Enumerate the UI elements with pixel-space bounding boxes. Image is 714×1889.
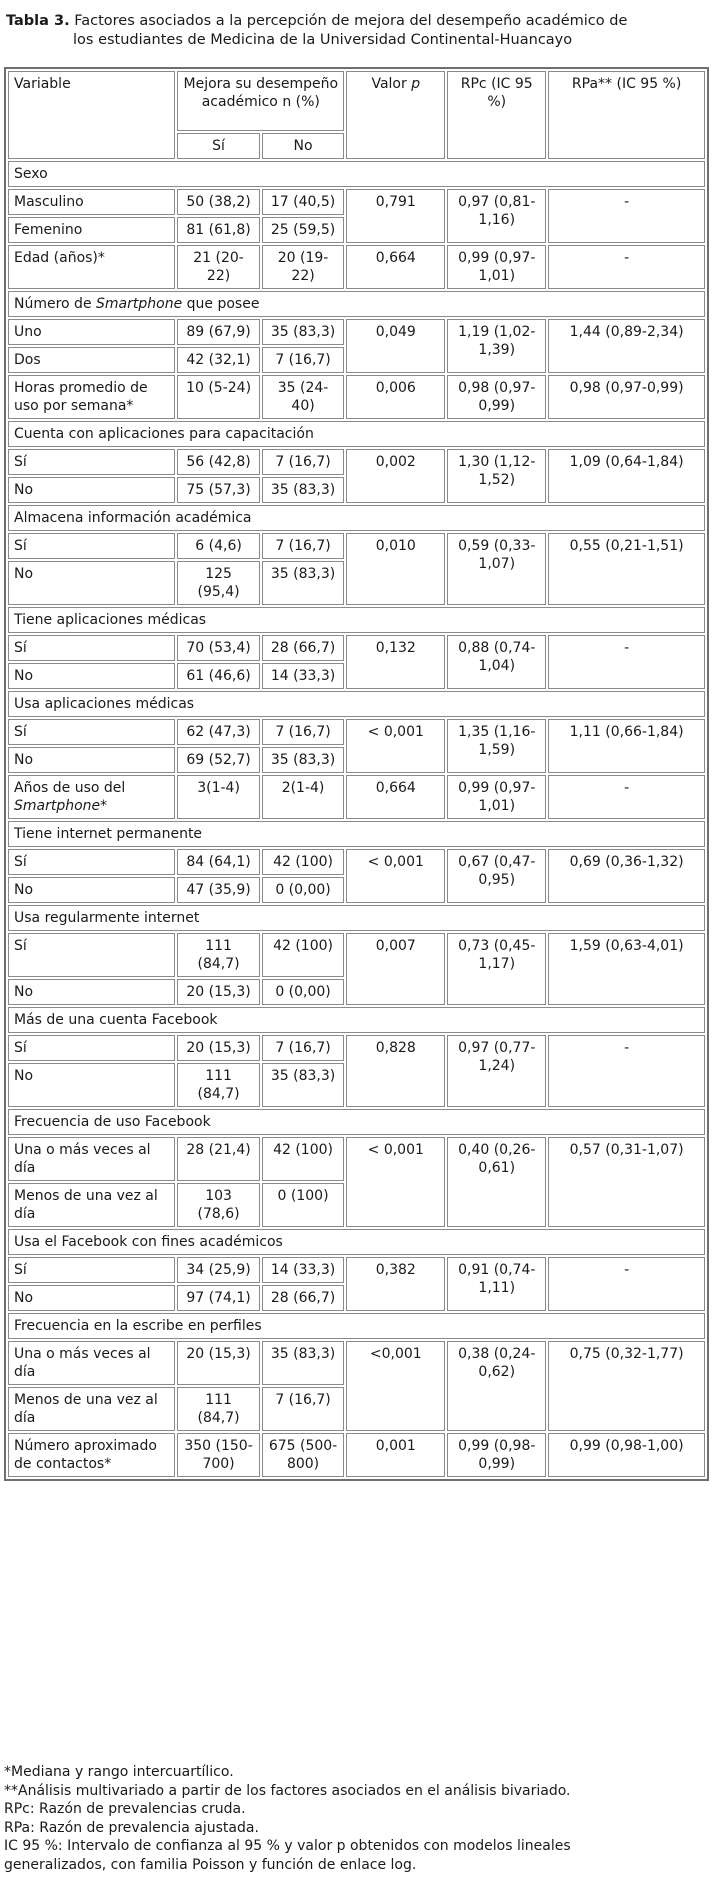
cell-rpa: - bbox=[548, 635, 705, 689]
cell-no: 35 (83,3) bbox=[262, 747, 345, 773]
cell-valor-p: 0,049 bbox=[346, 319, 445, 373]
caption-text-line2: los estudiantes de Medicina de la Universidad Continental-Huancayo bbox=[73, 32, 573, 48]
table-row bbox=[8, 933, 705, 977]
cell-si: 50 (38,2) bbox=[177, 189, 259, 215]
cell-rpc: 0,99 (0,98-0,99) bbox=[447, 1433, 546, 1477]
section-label: Número de Smartphone que posee bbox=[8, 291, 705, 317]
cell-si: 3(1-4) bbox=[177, 775, 259, 819]
cell-rpc: 0,97 (0,77-1,24) bbox=[447, 1035, 546, 1107]
cell-si: 34 (25,9) bbox=[177, 1257, 259, 1283]
section-label: Frecuencia en la escribe en perfiles bbox=[8, 1313, 705, 1339]
row-label: No bbox=[8, 477, 175, 503]
row-label: No bbox=[8, 1063, 175, 1107]
table-row bbox=[8, 1035, 705, 1061]
cell-no: 35 (24-40) bbox=[262, 375, 345, 419]
cell-rpc: 0,40 (0,26-0,61) bbox=[447, 1137, 546, 1227]
cell-no: 2(1-4) bbox=[262, 775, 345, 819]
cell-no: 14 (33,3) bbox=[262, 1257, 345, 1283]
results-table bbox=[4, 67, 709, 1481]
cell-rpc: 0,73 (0,45-1,17) bbox=[447, 933, 546, 1005]
footnote-3: RPc: Razón de prevalencias cruda. bbox=[4, 1801, 246, 1817]
cell-rpa: 0,75 (0,32-1,77) bbox=[548, 1341, 705, 1431]
cell-no: 14 (33,3) bbox=[262, 663, 345, 689]
cell-valor-p: 0,791 bbox=[346, 189, 445, 243]
cell-si: 61 (46,6) bbox=[177, 663, 259, 689]
section-row bbox=[8, 421, 705, 447]
table-header-row bbox=[8, 71, 705, 131]
table-row bbox=[8, 635, 705, 661]
cell-no: 35 (83,3) bbox=[262, 319, 345, 345]
cell-rpa: 0,99 (0,98-1,00) bbox=[548, 1433, 705, 1477]
cell-valor-p: 0,010 bbox=[346, 533, 445, 605]
section-row bbox=[8, 291, 705, 317]
table-row bbox=[8, 1433, 705, 1477]
cell-si: 111 (84,7) bbox=[177, 1063, 259, 1107]
section-row bbox=[8, 691, 705, 717]
cell-valor-p: < 0,001 bbox=[346, 849, 445, 903]
cell-no: 42 (100) bbox=[262, 849, 345, 875]
table-row bbox=[8, 245, 705, 289]
table-row bbox=[8, 449, 705, 475]
caption-label: Tabla 3. bbox=[6, 13, 70, 29]
row-label: Sí bbox=[8, 449, 175, 475]
header-mejora: Mejora su desempeño académico n (%) bbox=[177, 71, 344, 131]
cell-si: 75 (57,3) bbox=[177, 477, 259, 503]
table-row bbox=[8, 849, 705, 875]
row-label: Uno bbox=[8, 319, 175, 345]
cell-si: 20 (15,3) bbox=[177, 1035, 259, 1061]
row-label: Sí bbox=[8, 1257, 175, 1283]
cell-rpa: - bbox=[548, 1257, 705, 1311]
cell-si: 97 (74,1) bbox=[177, 1285, 259, 1311]
cell-si: 81 (61,8) bbox=[177, 217, 259, 243]
section-row bbox=[8, 1313, 705, 1339]
row-label: Masculino bbox=[8, 189, 175, 215]
cell-no: 0 (0,00) bbox=[262, 877, 345, 903]
cell-no: 7 (16,7) bbox=[262, 719, 345, 745]
cell-rpc: 0,59 (0,33-1,07) bbox=[447, 533, 546, 605]
cell-rpc: 1,30 (1,12-1,52) bbox=[447, 449, 546, 503]
table-row bbox=[8, 719, 705, 745]
cell-rpa: 0,98 (0,97-0,99) bbox=[548, 375, 705, 419]
cell-no: 7 (16,7) bbox=[262, 1035, 345, 1061]
cell-rpc: 0,88 (0,74-1,04) bbox=[447, 635, 546, 689]
section-label: Almacena información académica bbox=[8, 505, 705, 531]
cell-no: 25 (59,5) bbox=[262, 217, 345, 243]
header-si: Sí bbox=[177, 133, 259, 159]
table-row bbox=[8, 1137, 705, 1181]
section-label: Sexo bbox=[8, 161, 705, 187]
cell-si: 20 (15,3) bbox=[177, 1341, 259, 1385]
cell-valor-p: 0,828 bbox=[346, 1035, 445, 1107]
header-valor-label: Valor bbox=[371, 76, 412, 92]
cell-no: 7 (16,7) bbox=[262, 347, 345, 373]
cell-si: 20 (15,3) bbox=[177, 979, 259, 1005]
row-label: Una o más veces al día bbox=[8, 1137, 175, 1181]
section-row bbox=[8, 607, 705, 633]
cell-si: 28 (21,4) bbox=[177, 1137, 259, 1181]
cell-rpa: - bbox=[548, 1035, 705, 1107]
row-label: Sí bbox=[8, 849, 175, 875]
cell-no: 7 (16,7) bbox=[262, 449, 345, 475]
cell-rpc: 0,99 (0,97-1,01) bbox=[447, 775, 546, 819]
cell-no: 42 (100) bbox=[262, 1137, 345, 1181]
cell-si: 111 (84,7) bbox=[177, 933, 259, 977]
cell-rpa: 0,57 (0,31-1,07) bbox=[548, 1137, 705, 1227]
cell-rpc: 1,19 (1,02-1,39) bbox=[447, 319, 546, 373]
cell-rpa: 0,69 (0,36-1,32) bbox=[548, 849, 705, 903]
cell-si: 89 (67,9) bbox=[177, 319, 259, 345]
cell-no: 35 (83,3) bbox=[262, 477, 345, 503]
row-label: Sí bbox=[8, 1035, 175, 1061]
cell-no: 675 (500-800) bbox=[262, 1433, 345, 1477]
table-row bbox=[8, 1257, 705, 1283]
section-row bbox=[8, 161, 705, 187]
section-label: Usa aplicaciones médicas bbox=[8, 691, 705, 717]
cell-rpc: 0,97 (0,81-1,16) bbox=[447, 189, 546, 243]
section-row bbox=[8, 1109, 705, 1135]
section-label: Tiene aplicaciones médicas bbox=[8, 607, 705, 633]
cell-no: 0 (100) bbox=[262, 1183, 345, 1227]
cell-valor-p: 0,007 bbox=[346, 933, 445, 1005]
cell-rpa: 1,44 (0,89-2,34) bbox=[548, 319, 705, 373]
cell-valor-p: < 0,001 bbox=[346, 1137, 445, 1227]
footnote-1: *Mediana y rango intercuartílico. bbox=[4, 1764, 234, 1780]
cell-valor-p: <0,001 bbox=[346, 1341, 445, 1431]
row-label: Sí bbox=[8, 719, 175, 745]
section-row bbox=[8, 905, 705, 931]
cell-rpa: - bbox=[548, 775, 705, 819]
cell-valor-p: 0,664 bbox=[346, 775, 445, 819]
cell-si: 350 (150-700) bbox=[177, 1433, 259, 1477]
cell-si: 10 (5-24) bbox=[177, 375, 259, 419]
cell-valor-p: 0,382 bbox=[346, 1257, 445, 1311]
cell-valor-p: 0,002 bbox=[346, 449, 445, 503]
table-body bbox=[8, 161, 705, 1477]
cell-no: 42 (100) bbox=[262, 933, 345, 977]
cell-no: 28 (66,7) bbox=[262, 635, 345, 661]
caption-text-line1: Factores asociados a la percepción de mejora del desempeño académico de bbox=[74, 13, 628, 29]
row-label: Sí bbox=[8, 635, 175, 661]
table-row bbox=[8, 319, 705, 345]
table-row bbox=[8, 189, 705, 215]
row-label: Años de uso del Smartphone* bbox=[8, 775, 175, 819]
cell-rpa: 1,59 (0,63-4,01) bbox=[548, 933, 705, 1005]
section-label: Usa el Facebook con fines académicos bbox=[8, 1229, 705, 1255]
cell-si: 84 (64,1) bbox=[177, 849, 259, 875]
row-label: No bbox=[8, 663, 175, 689]
cell-si: 42 (32,1) bbox=[177, 347, 259, 373]
cell-valor-p: 0,132 bbox=[346, 635, 445, 689]
cell-valor-p: 0,664 bbox=[346, 245, 445, 289]
section-row bbox=[8, 1007, 705, 1033]
section-label: Usa regularmente internet bbox=[8, 905, 705, 931]
cell-si: 21 (20-22) bbox=[177, 245, 259, 289]
cell-rpc: 1,35 (1,16-1,59) bbox=[447, 719, 546, 773]
row-label: Horas promedio de uso por semana* bbox=[8, 375, 175, 419]
table-row bbox=[8, 775, 705, 819]
row-label: Número aproximado de contactos* bbox=[8, 1433, 175, 1477]
cell-si: 111 (84,7) bbox=[177, 1387, 259, 1431]
cell-no: 7 (16,7) bbox=[262, 533, 345, 559]
row-label: No bbox=[8, 877, 175, 903]
cell-no: 20 (19-22) bbox=[262, 245, 345, 289]
cell-si: 69 (52,7) bbox=[177, 747, 259, 773]
row-label: No bbox=[8, 1285, 175, 1311]
row-label: No bbox=[8, 561, 175, 605]
cell-rpc: 0,91 (0,74-1,11) bbox=[447, 1257, 546, 1311]
cell-rpc: 0,38 (0,24-0,62) bbox=[447, 1341, 546, 1431]
cell-no: 17 (40,5) bbox=[262, 189, 345, 215]
table-row bbox=[8, 533, 705, 559]
header-no: No bbox=[262, 133, 345, 159]
cell-si: 56 (42,8) bbox=[177, 449, 259, 475]
cell-si: 62 (47,3) bbox=[177, 719, 259, 745]
cell-rpc: 0,99 (0,97-1,01) bbox=[447, 245, 546, 289]
row-label: Menos de una vez al día bbox=[8, 1387, 175, 1431]
cell-si: 47 (35,9) bbox=[177, 877, 259, 903]
footnote-5: IC 95 %: Intervalo de confianza al 95 % y valor p obtenidos con modelos lineales bbox=[4, 1838, 571, 1854]
header-valor-p bbox=[346, 71, 445, 159]
cell-rpa: - bbox=[548, 189, 705, 243]
footnote-2: **Análisis multivariado a partir de los factores asociados en el análisis bivariado. bbox=[4, 1782, 571, 1799]
section-label: Frecuencia de uso Facebook bbox=[8, 1109, 705, 1135]
section-label: Más de una cuenta Facebook bbox=[8, 1007, 705, 1033]
footnote-6: generalizados, con familia Poisson y función de enlace log. bbox=[4, 1856, 417, 1873]
footnote-4: RPa: Razón de prevalencia ajustada. bbox=[4, 1819, 259, 1836]
row-label: Sí bbox=[8, 933, 175, 977]
row-label: Dos bbox=[8, 347, 175, 373]
cell-si: 6 (4,6) bbox=[177, 533, 259, 559]
cell-valor-p: < 0,001 bbox=[346, 719, 445, 773]
cell-rpc: 0,98 (0,97-0,99) bbox=[447, 375, 546, 419]
cell-no: 28 (66,7) bbox=[262, 1285, 345, 1311]
cell-rpa: 1,11 (0,66-1,84) bbox=[548, 719, 705, 773]
footnotes bbox=[4, 1763, 704, 1874]
cell-si: 70 (53,4) bbox=[177, 635, 259, 661]
cell-si: 103 (78,6) bbox=[177, 1183, 259, 1227]
cell-rpa: - bbox=[548, 245, 705, 289]
section-row bbox=[8, 1229, 705, 1255]
table-row bbox=[8, 1341, 705, 1385]
cell-valor-p: 0,001 bbox=[346, 1433, 445, 1477]
header-rpa: RPa** (IC 95 %) bbox=[548, 71, 705, 159]
cell-no: 35 (83,3) bbox=[262, 1063, 345, 1107]
cell-no: 35 (83,3) bbox=[262, 1341, 345, 1385]
section-row bbox=[8, 505, 705, 531]
cell-rpa: 0,55 (0,21-1,51) bbox=[548, 533, 705, 605]
cell-no: 35 (83,3) bbox=[262, 561, 345, 605]
row-label: No bbox=[8, 747, 175, 773]
header-rpc: RPc (IC 95 %) bbox=[447, 71, 546, 159]
row-label: Femenino bbox=[8, 217, 175, 243]
cell-no: 7 (16,7) bbox=[262, 1387, 345, 1431]
section-label: Cuenta con aplicaciones para capacitación bbox=[8, 421, 705, 447]
row-label: Una o más veces al día bbox=[8, 1341, 175, 1385]
table-row bbox=[8, 375, 705, 419]
cell-rpa: 1,09 (0,64-1,84) bbox=[548, 449, 705, 503]
cell-valor-p: 0,006 bbox=[346, 375, 445, 419]
cell-rpc: 0,67 (0,47-0,95) bbox=[447, 849, 546, 903]
row-label: Sí bbox=[8, 533, 175, 559]
table-caption bbox=[6, 12, 646, 50]
row-label: No bbox=[8, 979, 175, 1005]
cell-si: 125 (95,4) bbox=[177, 561, 259, 605]
cell-no: 0 (0,00) bbox=[262, 979, 345, 1005]
section-row bbox=[8, 821, 705, 847]
row-label: Edad (años)* bbox=[8, 245, 175, 289]
section-label: Tiene internet permanente bbox=[8, 821, 705, 847]
row-label: Menos de una vez al día bbox=[8, 1183, 175, 1227]
header-variable: Variable bbox=[8, 71, 175, 159]
header-p-symbol: p bbox=[411, 76, 421, 92]
